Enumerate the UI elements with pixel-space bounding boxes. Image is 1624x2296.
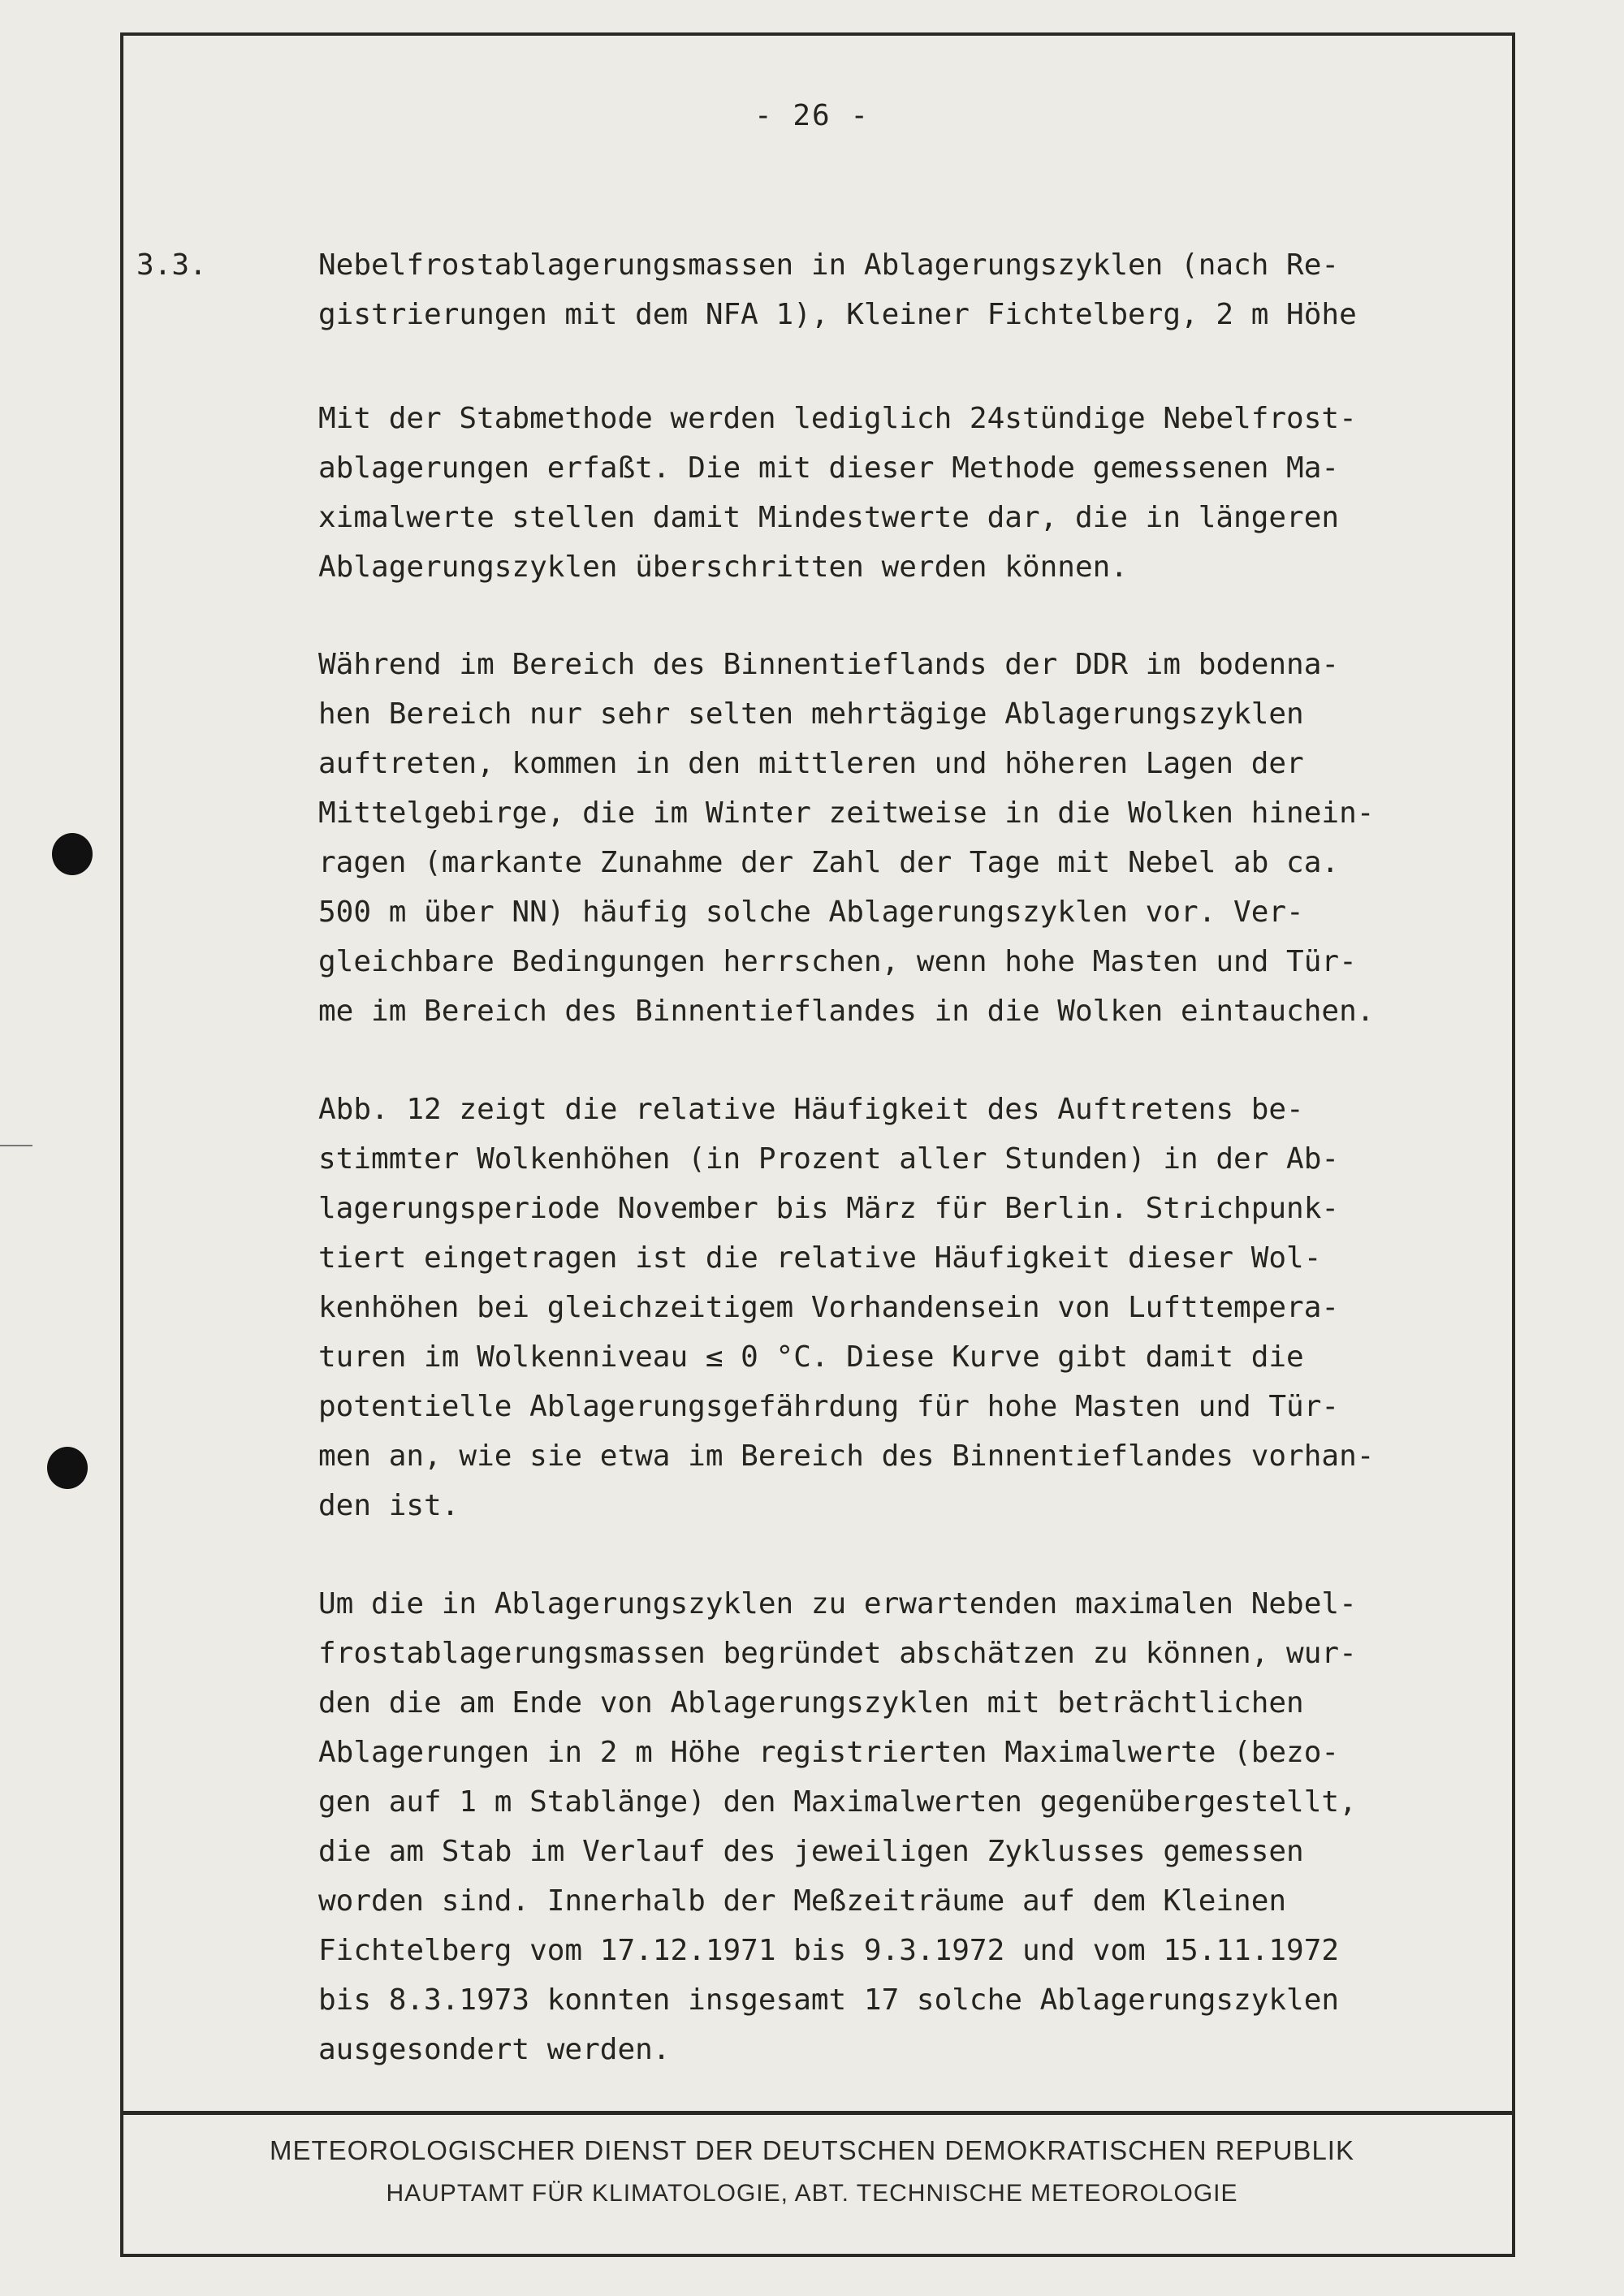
footer-organization: METEOROLOGISCHER DIENST DER DEUTSCHEN DEMOKRATISCHEN REPUBLIK	[270, 2135, 1354, 2165]
text-line: den die am Ende von Ablagerungszyklen mit beträchtlichen	[318, 1686, 1304, 1720]
paragraph-2	[318, 640, 1512, 1036]
punch-hole-bottom	[47, 1447, 88, 1489]
text-line: gen auf 1 m Stablänge) den Maximalwerten gegenübergestellt,	[318, 1785, 1357, 1819]
section-number: 3.3.	[136, 248, 207, 282]
text-line: kenhöhen bei gleichzeitigem Vorhandensein von Lufttempera-	[318, 1291, 1340, 1324]
text-line: tiert eingetragen ist die relative Häufigkeit dieser Wol-	[318, 1241, 1322, 1275]
footer-department: HAUPTAMT FÜR KLIMATOLOGIE, ABT. TECHNISCHE METEOROLOGIE	[386, 2180, 1238, 2207]
text-line: hen Bereich nur sehr selten mehrtägige Ablagerungszyklen	[318, 697, 1304, 731]
text-line: die am Stab im Verlauf des jeweiligen Zyklusses gemessen	[318, 1835, 1304, 1868]
text-line: me im Bereich des Binnentieflandes in die Wolken eintauchen.	[318, 995, 1375, 1028]
text-line: Mittelgebirge, die im Winter zeitweise in die Wolken hinein-	[318, 796, 1375, 830]
text-line: Mit der Stabmethode werden lediglich 24stündige Nebelfrost-	[318, 402, 1357, 435]
paragraph-4	[318, 1579, 1512, 2074]
punch-hole-top	[52, 833, 93, 875]
text-line: ximalwerte stellen damit Mindestwerte dar, die in längeren	[318, 501, 1340, 534]
text-line: potentielle Ablagerungsgefährdung für hohe Masten und Tür-	[318, 1390, 1340, 1423]
text-line: Um die in Ablagerungszyklen zu erwartenden maximalen Nebel-	[318, 1587, 1357, 1621]
text-line: Fichtelberg vom 17.12.1971 bis 9.3.1972 und vom 15.11.1972	[318, 1934, 1340, 1967]
heading-line: Nebelfrostablagerungsmassen in Ablagerungszyklen (nach Re-	[318, 248, 1340, 282]
text-line: frostablagerungsmassen begründet abschätzen zu können, wur-	[318, 1637, 1357, 1670]
paragraph-3	[318, 1085, 1512, 1530]
footer-rule	[120, 2111, 1515, 2115]
margin-mark	[0, 1145, 32, 1146]
paragraph-1	[318, 394, 1512, 592]
text-line: den ist.	[318, 1489, 460, 1522]
text-line: ausgesondert werden.	[318, 2033, 671, 2066]
text-line: Ablagerungszyklen überschritten werden können.	[318, 550, 1128, 584]
section-heading	[318, 240, 1512, 339]
text-line: worden sind. Innerhalb der Meßzeiträume auf dem Kleinen	[318, 1884, 1287, 1918]
text-line: Abb. 12 zeigt die relative Häufigkeit des Auftretens be-	[318, 1093, 1304, 1126]
text-line: stimmter Wolkenhöhen (in Prozent aller Stunden) in der Ab-	[318, 1142, 1340, 1176]
text-line: ablagerungen erfaßt. Die mit dieser Methode gemessenen Ma-	[318, 451, 1340, 485]
page-number: - 26 -	[754, 99, 870, 132]
text-line: ragen (markante Zunahme der Zahl der Tage mit Nebel ab ca.	[318, 846, 1340, 879]
text-line: men an, wie sie etwa im Bereich des Binnentieflandes vorhan-	[318, 1439, 1375, 1473]
heading-line: gistrierungen mit dem NFA 1), Kleiner Fichtelberg, 2 m Höhe	[318, 298, 1357, 331]
text-line: Während im Bereich des Binnentieflands der DDR im bodenna-	[318, 648, 1340, 681]
text-line: bis 8.3.1973 konnten insgesamt 17 solche Ablagerungszyklen	[318, 1983, 1340, 2017]
text-line: turen im Wolkenniveau ≤ 0 °C. Diese Kurve gibt damit die	[318, 1340, 1304, 1374]
text-line: Ablagerungen in 2 m Höhe registrierten Maximalwerte (bezo-	[318, 1736, 1340, 1769]
text-line: 500 m über NN) häufig solche Ablagerungszyklen vor. Ver-	[318, 896, 1304, 929]
text-line: gleichbare Bedingungen herrschen, wenn hohe Masten und Tür-	[318, 945, 1357, 978]
text-line: auftreten, kommen in den mittleren und höheren Lagen der	[318, 747, 1304, 780]
text-line: lagerungsperiode November bis März für Berlin. Strichpunk-	[318, 1192, 1340, 1225]
